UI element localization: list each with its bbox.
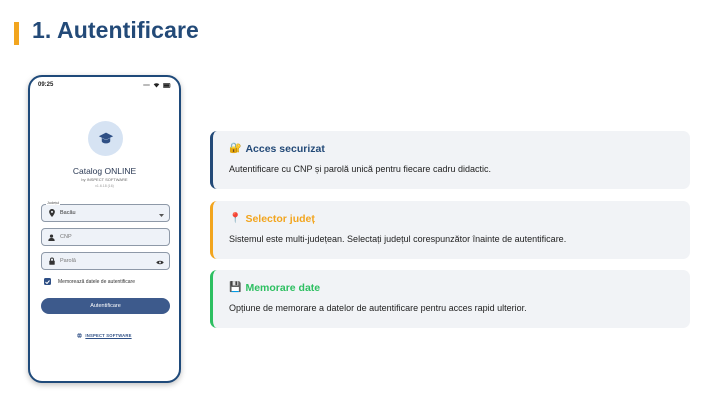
cnp-placeholder: CNP (60, 234, 72, 240)
remember-me-row[interactable] (44, 278, 135, 285)
graduation-cap-icon (98, 132, 114, 145)
app-subtitle: by INSPECT SOFTWARE (81, 177, 128, 182)
eye-icon[interactable] (156, 252, 164, 270)
county-value: Bacău (60, 210, 76, 216)
card-description: Opțiune de memorare a datelor de autentificare pentru acces rapid ulterior. (229, 303, 527, 313)
county-label: Județul (47, 201, 60, 205)
floppy-disk-icon: 💾 (229, 282, 242, 293)
card-title: Memorare date (245, 282, 321, 294)
login-button[interactable]: Autentificare (41, 298, 170, 314)
battery-icon (163, 83, 171, 88)
location-pin-icon (47, 209, 56, 218)
checkmark-icon (45, 280, 50, 284)
user-icon (47, 233, 56, 242)
app-name: Catalog ONLINE (72, 166, 137, 176)
status-bar (30, 77, 179, 93)
status-icons (143, 82, 171, 88)
county-select[interactable] (41, 204, 170, 222)
title-accent-bar (14, 22, 19, 45)
card-description: Autentificare cu CNP și parolă unică pentru fiecare cadru didactic. (229, 164, 491, 174)
wifi-icon (153, 82, 160, 88)
status-time: 09:25 (38, 82, 54, 88)
password-placeholder: Parolă (60, 258, 76, 264)
lock-key-icon: 🔐 (229, 143, 242, 154)
feature-card-secure-access (210, 131, 690, 189)
cnp-input[interactable] (41, 228, 170, 246)
feature-card-save-data (210, 270, 690, 328)
dropdown-arrow-icon (159, 204, 164, 222)
globe-icon (77, 333, 82, 338)
card-title: Acces securizat (245, 143, 325, 155)
card-description: Sistemul este multi-județean. Selectați județul corespunzător înainte de autentificare. (229, 234, 567, 244)
footer-link-text: INSPECT SOFTWARE (85, 333, 132, 338)
remember-checkbox[interactable] (44, 278, 51, 285)
card-title: Selector județ (245, 213, 315, 225)
pin-icon: 📍 (229, 213, 242, 224)
feature-card-county-selector (210, 201, 690, 259)
inspect-software-link[interactable] (30, 333, 179, 338)
notch-dots-icon (143, 84, 150, 86)
phone-mockup (28, 75, 181, 383)
app-version: v1.6.18 (16) (95, 184, 114, 188)
remember-label: Memorează datele de autentificare (58, 278, 135, 285)
page-title: 1. Autentificare (32, 17, 199, 43)
padlock-icon (47, 257, 56, 266)
password-input[interactable] (41, 252, 170, 270)
app-logo (88, 121, 123, 156)
